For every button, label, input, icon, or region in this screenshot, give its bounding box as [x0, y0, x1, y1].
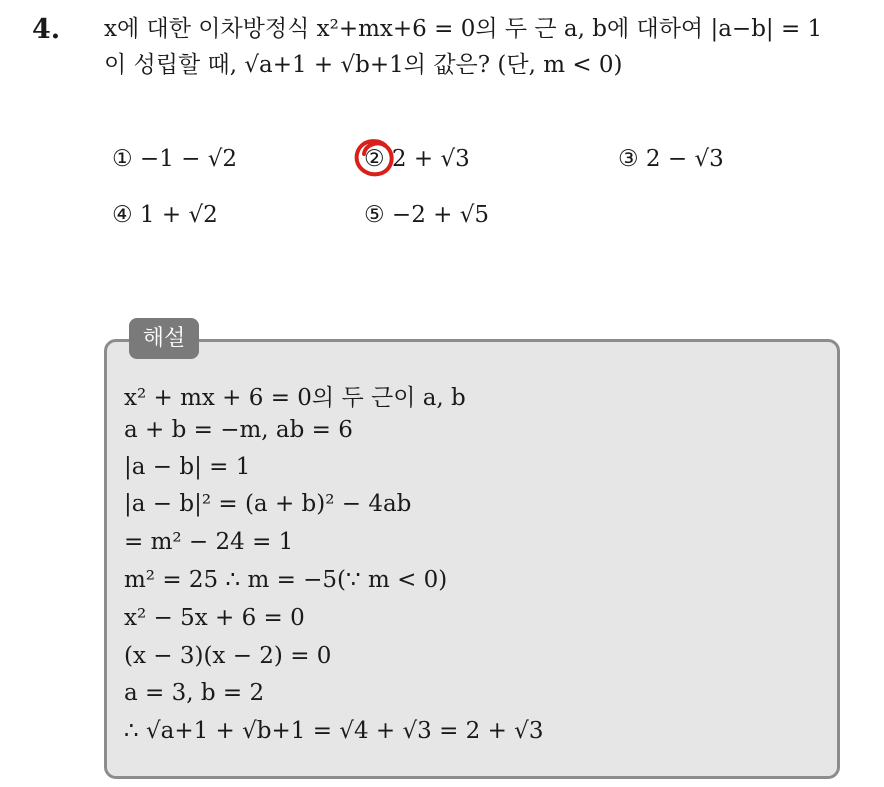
question-number: 4.: [32, 14, 61, 45]
solution-line: (x − 3)(x − 2) = 0: [124, 643, 332, 669]
solution-line: a + b = −m, ab = 6: [124, 417, 353, 443]
choice-3[interactable]: ③ 2 − √3: [618, 146, 724, 172]
solution-line: m² = 25 ∴ m = −5(∵ m < 0): [124, 567, 448, 593]
solution-line: |a − b| = 1: [124, 454, 251, 480]
solution-line: a = 3, b = 2: [124, 680, 265, 706]
question-line-1: x에 대한 이차방정식 x²+mx+6 = 0의 두 근 a, b에 대하여 |a−b| = 1: [104, 16, 823, 42]
choice-1[interactable]: ① −1 − √2: [112, 146, 238, 172]
solution-tag: 해설: [129, 318, 199, 359]
choice-2[interactable]: ② 2 + √3: [364, 146, 470, 172]
solution-line: x² + mx + 6 = 0의 두 근이 a, b: [124, 385, 466, 411]
solution-line: ∴ √a+1 + √b+1 = √4 + √3 = 2 + √3: [124, 718, 544, 744]
solution-line: |a − b|² = (a + b)² − 4ab: [124, 491, 412, 517]
choice-4[interactable]: ④ 1 + √2: [112, 202, 218, 228]
choice-5[interactable]: ⑤ −2 + √5: [364, 202, 490, 228]
answer-circle-mark: [351, 136, 399, 182]
solution-line: x² − 5x + 6 = 0: [124, 605, 305, 631]
question-line-2: 이 성립할 때, √a+1 + √b+1의 값은? (단, m < 0): [104, 52, 623, 78]
solution-line: = m² − 24 = 1: [124, 529, 294, 555]
